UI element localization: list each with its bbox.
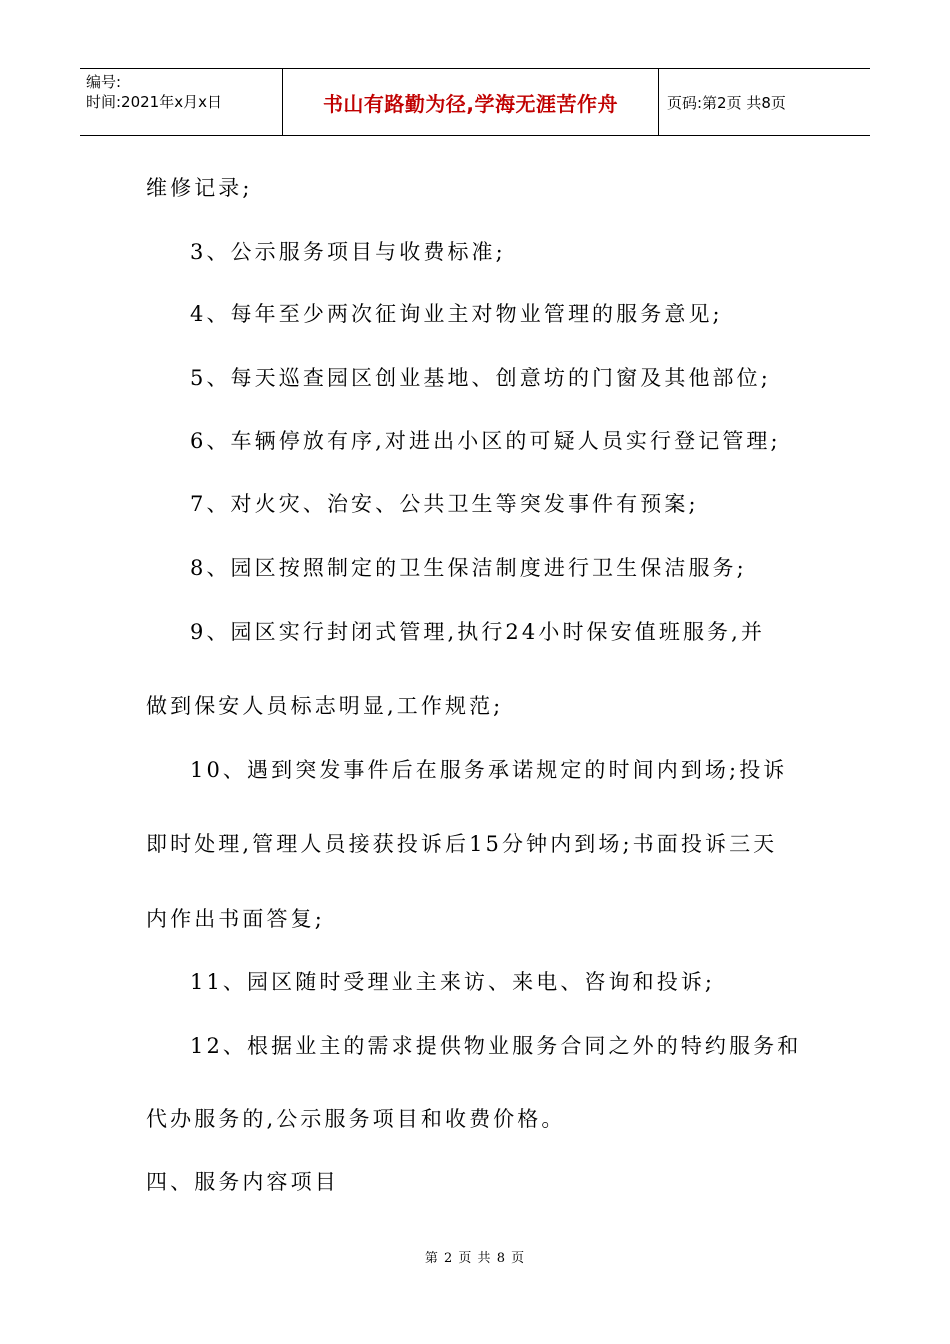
body-item-11: 11、园区随时受理业主来访、来电、咨询和投诉; xyxy=(190,970,716,994)
body-item-6: 6、车辆停放有序,对进出小区的可疑人员实行登记管理; xyxy=(190,429,781,453)
body-item-9: 9、园区实行封闭式管理,执行24小时保安值班服务,并 xyxy=(190,620,766,644)
body-item-9-continuation: 做到保安人员标志明显,工作规范; xyxy=(146,694,504,718)
body-item-10-continuation-2: 内作出书面答复; xyxy=(146,907,325,931)
header-motto-cell xyxy=(283,69,659,135)
body-item-4: 4、每年至少两次征询业主对物业管理的服务意见; xyxy=(190,302,723,326)
body-item-10: 10、遇到突发事件后在服务承诺规定的时间内到场;投诉 xyxy=(190,758,788,782)
document-time-label: 时间:2021年x月x日 xyxy=(86,93,222,111)
body-item-8: 8、园区按照制定的卫生保洁制度进行卫生保洁服务; xyxy=(190,556,747,580)
body-item-10-continuation-1: 即时处理,管理人员接获投诉后15分钟内到场;书面投诉三天 xyxy=(146,832,778,856)
header-page-number: 页码:第2页 共8页 xyxy=(667,93,786,112)
body-item-12-continuation: 代办服务的,公示服务项目和收费价格。 xyxy=(146,1107,566,1131)
header-info-cell xyxy=(80,69,283,135)
page-footer: 第 2 页 共 8 页 xyxy=(424,1251,526,1266)
body-item-12: 12、根据业主的需求提供物业服务合同之外的特约服务和 xyxy=(190,1034,802,1058)
header-table xyxy=(80,68,870,136)
body-line-continuation: 维修记录; xyxy=(146,176,253,200)
body-item-3: 3、公示服务项目与收费标准; xyxy=(190,240,506,264)
body-item-5: 5、每天巡查园区创业基地、创意坊的门窗及其他部位; xyxy=(190,366,771,390)
section-heading-4: 四、服务内容项目 xyxy=(146,1170,339,1194)
body-item-7: 7、对火灾、治安、公共卫生等突发事件有预案; xyxy=(190,492,699,516)
header-motto: 书山有路勤为径,学海无涯苦作舟 xyxy=(322,91,619,116)
header-page-cell xyxy=(659,69,870,135)
document-number-label: 编号: xyxy=(86,73,122,91)
